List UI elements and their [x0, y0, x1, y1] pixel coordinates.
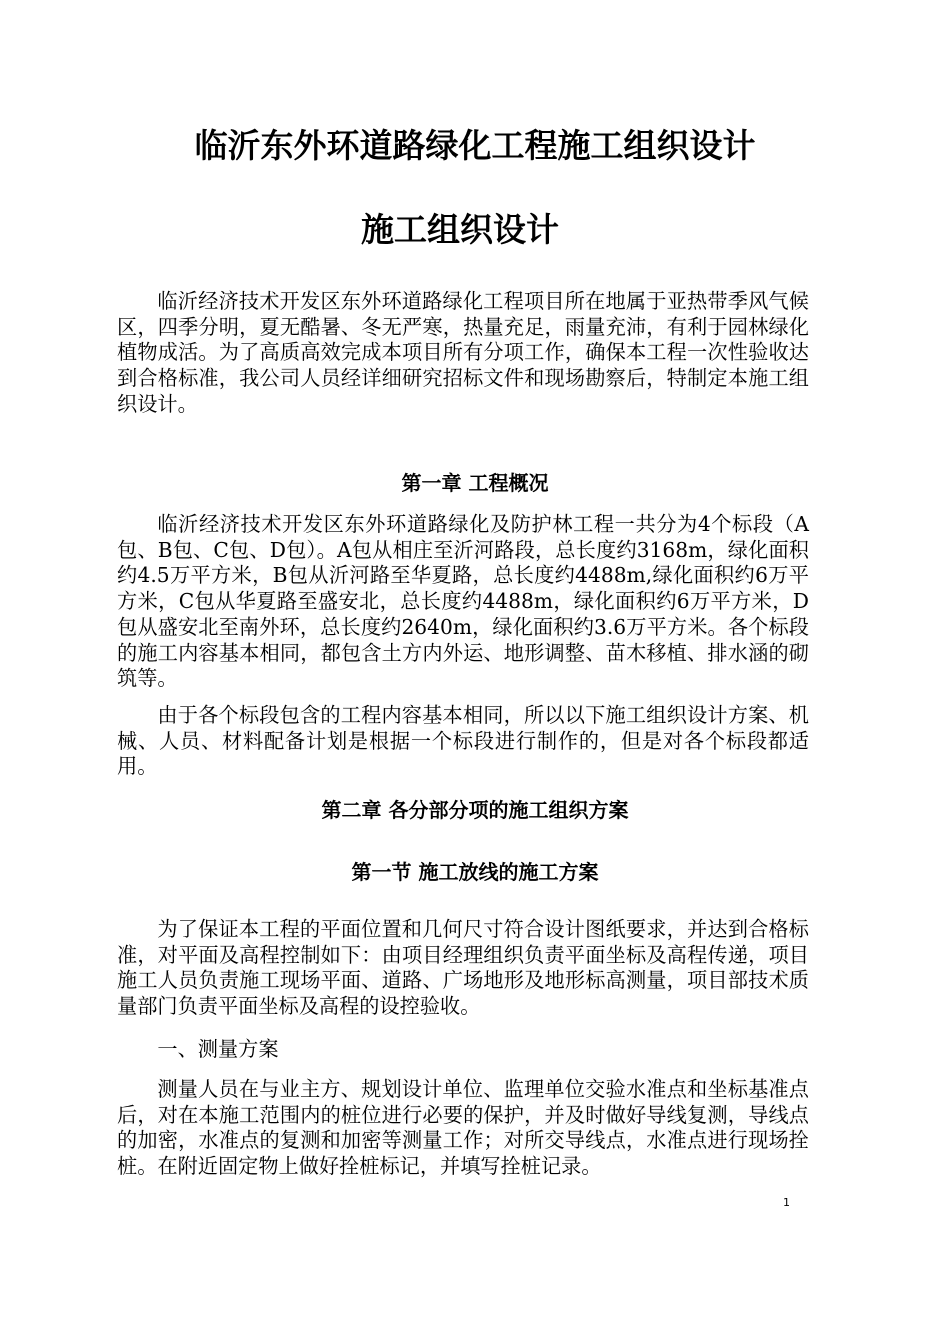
section1-subheading: 一、测量方案 — [157, 1037, 279, 1061]
section1-heading: 第一节 施工放线的施工方案 — [351, 860, 599, 884]
chapter1-paragraph-1: 临沂经济技术开发区东外环道路绿化及防护林工程一共分为4个标段（A包、B包、C包、D包）。A包从相庄至沂河路段，总长度约3168m，绿化面积约4.5万平方米，B包从沂河路至华夏路，总长度约4488m,绿化面积约6万平方米，C包从华夏路至盛安北，总长度约4488m，绿化面积约6万平方米，D包从盛安北至南外环，总长度约2640m，绿化面积约3.6万平方米。各个标段的施工内容基本相同，都包含土方内外运、地形调整、苗木移植、排水涵的砌筑等。 — [117, 512, 809, 691]
chapter1-paragraph-2: 由于各个标段包含的工程内容基本相同，所以以下施工组织设计方案、机械、人员、材料配备计划是根据一个标段进行制作的，但是对各个标段都适用。 — [117, 703, 809, 779]
chapter2-heading: 第二章 各分部分项的施工组织方案 — [321, 798, 629, 822]
document-subtitle: 施工组织设计 — [361, 210, 559, 249]
section1-paragraph-2: 测量人员在与业主方、规划设计单位、监理单位交验水准点和坐标基准点后，对在本施工范围内的桩位进行必要的保护，并及时做好导线复测，导线点的加密，水准点的复测和加密等测量工作；对所交导线点，水准点进行现场拴桩。在附近固定物上做好拴桩标记，并填写拴桩记录。 — [117, 1077, 809, 1179]
intro-paragraph: 临沂经济技术开发区东外环道路绿化工程项目所在地属于亚热带季风气候区，四季分明，夏无酷暑、冬无严寒，热量充足，雨量充沛，有利于园林绿化植物成活。为了高质高效完成本项目所有分项工作，确保本工程一次性验收达到合格标准，我公司人员经详细研究招标文件和现场勘察后，特制定本施工组织设计。 — [117, 289, 809, 416]
page-number: 1 — [783, 1196, 790, 1209]
section1-paragraph-1: 为了保证本工程的平面位置和几何尺寸符合设计图纸要求，并达到合格标准，对平面及高程控制如下：由项目经理组织负责平面坐标及高程传递，项目施工人员负责施工现场平面、道路、广场地形及地形标高测量，项目部技术质量部门负责平面坐标及高程的设控验收。 — [117, 917, 809, 1019]
chapter1-heading: 第一章 工程概况 — [401, 471, 549, 495]
document-title: 临沂东外环道路绿化工程施工组织设计 — [194, 126, 756, 165]
